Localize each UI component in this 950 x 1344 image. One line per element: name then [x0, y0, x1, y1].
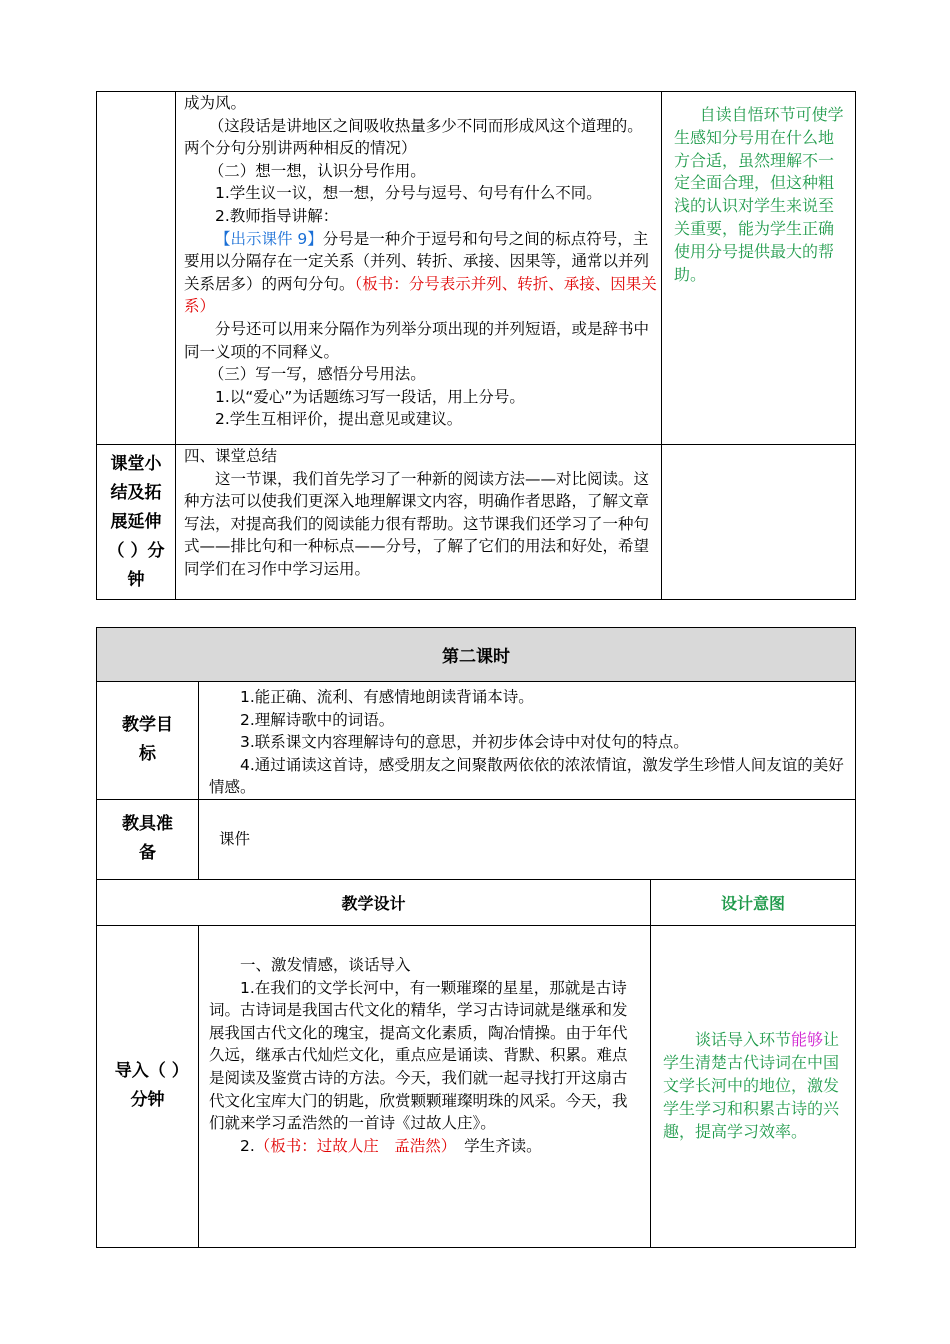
summary-label: 课堂小结及拓展延伸（ ）分钟	[97, 445, 176, 600]
objectives-content-cell	[199, 682, 856, 800]
intro-note-cell	[651, 925, 856, 1247]
intro-note-a: 谈话导入环节	[695, 1030, 792, 1050]
line-discuss: 1.学生议一议，想一想，分号与逗号、句号有什么不同。	[215, 184, 602, 203]
design-header: 教学设计	[97, 879, 651, 925]
line-evaluate: 2.学生互相评价，提出意见或建议。	[215, 410, 463, 429]
continuation-row	[97, 92, 856, 445]
tools-label: 教具准备	[97, 799, 199, 879]
top-lesson-table	[96, 91, 856, 600]
intro-heading: 一、激发情感，谈话导入	[240, 955, 411, 974]
lesson-title: 第二课时	[97, 628, 856, 682]
lesson-title-row	[97, 628, 856, 682]
objective-4: 4.通过诵读这首诗，感受朋友之间聚散两依依的浓浓情谊，激发学生珍惜人间友谊的美好情感。	[209, 755, 844, 797]
objectives-label: 教学目标	[97, 682, 199, 800]
intro-after: 学生齐读。	[448, 1136, 542, 1155]
objective-3: 3.联系课文内容理解诗句的意思，并初步体会诗中对仗句的特点。	[240, 733, 689, 752]
line-teacher: 2.教师指导讲解：	[215, 206, 339, 225]
summary-heading: 四、课堂总结	[184, 447, 278, 465]
courseware-text: 分号是一种介于逗号和句号之间的标点符号，主要用以分隔存在一定关系（并列、转折、承接、因果等，通常以并列关系居多）的两句分句。	[184, 229, 650, 293]
line-wind: 成为风。	[184, 94, 247, 112]
design-header-row	[97, 879, 856, 925]
continuation-label-cell	[97, 92, 176, 445]
intro-label: 导入（ ）分钟	[97, 925, 199, 1247]
design-intent-note: 自读自悟环节可使学生感知分号用在什么地方合适，虽然理解不一定全面合理，但这种粗浅的认识对学生来说至关重要，能为学生正确使用分号提供最大的帮助。	[674, 105, 844, 284]
intro-note	[663, 1029, 849, 1143]
intro-note-c: 让学生清楚古代诗词在中国文学长河中的地位，激发学生学习和积累古诗的兴趣，提高学习效率。	[663, 1030, 840, 1141]
line-write: （三）写一写，感悟分号用法。	[208, 365, 426, 384]
board-note: （板书：分号表示并列、转折、承接、因果关系）	[184, 274, 657, 316]
line-practice: 1.以“爱心”为话题练习写一段话，用上分号。	[215, 387, 525, 406]
courseware-tag: 【出示课件 9】	[215, 229, 323, 248]
summary-note-cell	[662, 445, 856, 600]
intent-header: 设计意图	[651, 879, 856, 925]
objective-1: 1.能正确、流利、有感情地朗读背诵本诗。	[240, 688, 534, 706]
second-lesson-table	[96, 627, 856, 1248]
tools-content-cell	[199, 799, 856, 879]
intro-note-b: 能够	[791, 1030, 824, 1050]
objective-2: 2.理解诗歌中的词语。	[240, 710, 395, 729]
continuation-content-cell	[176, 92, 662, 445]
courseware-paragraph	[184, 228, 657, 318]
intro-num: 2.	[240, 1136, 255, 1155]
line-semicolon-extra: 分号还可以用来分隔作为列举分项出现的并列短语，或是辞书中同一义项的不同释义。	[184, 319, 650, 361]
intro-row	[97, 925, 856, 1247]
line-explanation: （这段话是讲地区之间吸收热量多少不同而形成风这个道理的。两个分句分别讲两种相反的情况）	[184, 116, 643, 158]
summary-row	[97, 445, 856, 600]
summary-content-cell	[176, 445, 662, 600]
summary-text: 这一节课，我们首先学习了一种新的阅读方法——对比阅读。这种方法可以使我们更深入地理解课文内容，明确作者思路，了解文章写法，对提高我们的阅读能力很有帮助。这节课我们还学习了一种句式——排比句和一种标点——分号，了解了它们的用法和好处，希望同学们在习作中学习运用。	[184, 469, 650, 578]
tools-row	[97, 799, 856, 879]
line-think: （二）想一想，认识分号作用。	[208, 161, 426, 180]
intro-board: （板书：过故人庄 孟浩然）	[254, 1136, 449, 1155]
intro-content-cell	[199, 925, 651, 1247]
tools-text: 课件	[219, 830, 251, 849]
objectives-row	[97, 682, 856, 800]
continuation-note-cell	[662, 92, 856, 445]
intro-text: 1.在我们的文学长河中，有一颗璀璨的星星，那就是古诗词。古诗词是我国古代文化的精华，学习古诗词就是继承和发展我国古代文化的瑰宝，提高文化素质，陶冶情操。由于年代久远，继承古代灿烂文化，重点应是诵读、背默、积累。难点是阅读及鉴赏古诗的方法。今天，我们就一起寻找打开这扇古代文化宝库大门的钥匙，欣赏颗颗璀璨明珠的风采。今天，我们就来学习孟浩然的一首诗《过故人庄》。	[209, 978, 628, 1133]
intro-board-line	[209, 1135, 636, 1158]
